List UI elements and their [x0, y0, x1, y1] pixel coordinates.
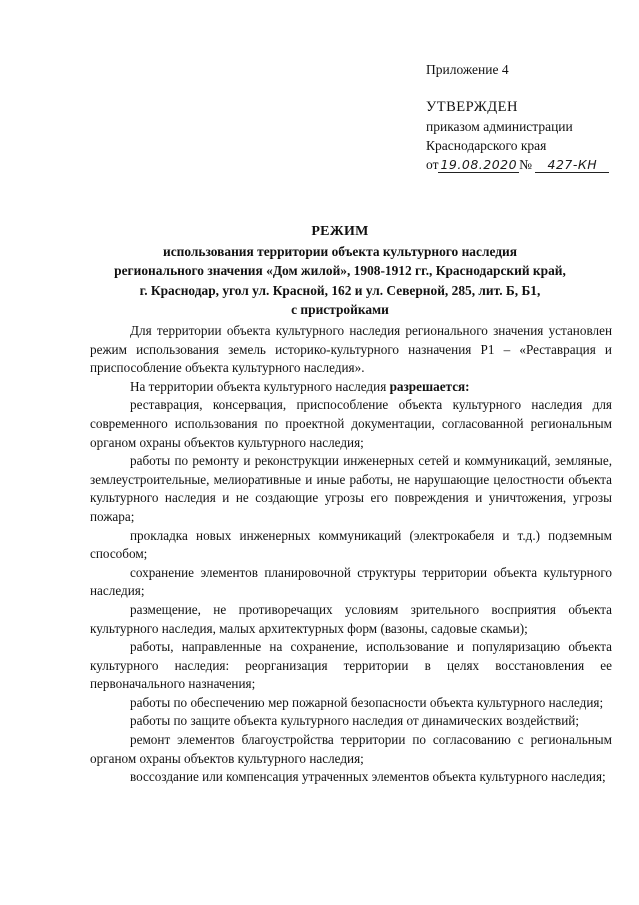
title-line-3: г. Краснодар, угол ул. Красной, 162 и ул. Северной, 285, лит. Б, Б1, — [139, 282, 541, 298]
document-title — [80, 222, 600, 320]
paragraph: реставрация, консервация, приспособление объекта культурного наследия для современного использования по проектной документации, согласованной региональным органом охраны объектов культурного наследия; — [90, 397, 612, 450]
permitted-word: разрешается: — [389, 378, 470, 394]
paragraph: работы по ремонту и реконструкции инженерных сетей и коммуникаций, земляные, землеустроительные, мелиоративные и иные работы, не нарушающие целостности объекта культурного наследия и не создающие угрозы его повреждения и уничтожения, угрозы пожара; — [90, 453, 612, 524]
date-prefix: от — [426, 157, 439, 172]
paragraph: работы по защите объекта культурного наследия от динамических воздействий; — [130, 713, 579, 729]
approval-heading: УТВЕРЖДЕН — [426, 99, 518, 115]
paragraph-permitted — [90, 378, 612, 397]
approval-line-1: приказом администрации — [426, 119, 573, 134]
paragraph: работы, направленные на сохранение, использование и популяризацию объекта культурного наследия: реорганизация территории в целях восстановления ее первоначального назначения; — [90, 639, 612, 692]
handwritten-number: 427-КН — [535, 158, 609, 173]
title-main: РЕЖИМ — [311, 224, 369, 239]
paragraph-permitted-text: На территории объекта культурного наследия — [130, 378, 390, 394]
handwritten-date: 19.08.2020 — [440, 157, 518, 172]
paragraph: Для территории объекта культурного наследия регионального значения установлен режим использования земель историко-культурного назначения Р1 – «Реставрация и приспособление объекта культурного наследия». — [90, 323, 612, 376]
paragraph: ремонт элементов благоустройства территории по согласованию с региональным органом охраны объектов культурного наследия; — [90, 732, 612, 766]
title-line-4: с пристройками — [291, 302, 389, 317]
paragraph: размещение, не противоречащих условиям зрительного восприятия объекта культурного наследия, малых архитектурных форм (вазоны, садовые скамьи); — [90, 601, 612, 636]
approval-block — [426, 98, 609, 174]
paragraph: воссоздание или компенсация утраченных элементов объекта культурного наследия; — [130, 769, 606, 785]
paragraph: сохранение элементов планировочной структуры территории объекта культурного наследия; — [90, 564, 612, 599]
paragraph: прокладка новых инженерных коммуникаций (электрокабеля и т.д.) подземным способом; — [90, 527, 612, 562]
number-sign: № — [519, 157, 532, 172]
approval-date-line — [426, 155, 609, 174]
approval-line-2: Краснодарского края — [426, 138, 547, 153]
title-line-1: использования территории объекта культурного наследия — [163, 243, 517, 259]
title-line-2: регионального значения «Дом жилой», 1908-1912 гг., Краснодарский край, — [114, 263, 566, 278]
paragraph: работы по обеспечению мер пожарной безопасности объекта культурного наследия; — [130, 694, 604, 710]
annex-label: Приложение 4 — [426, 62, 509, 77]
document-body — [90, 322, 612, 787]
